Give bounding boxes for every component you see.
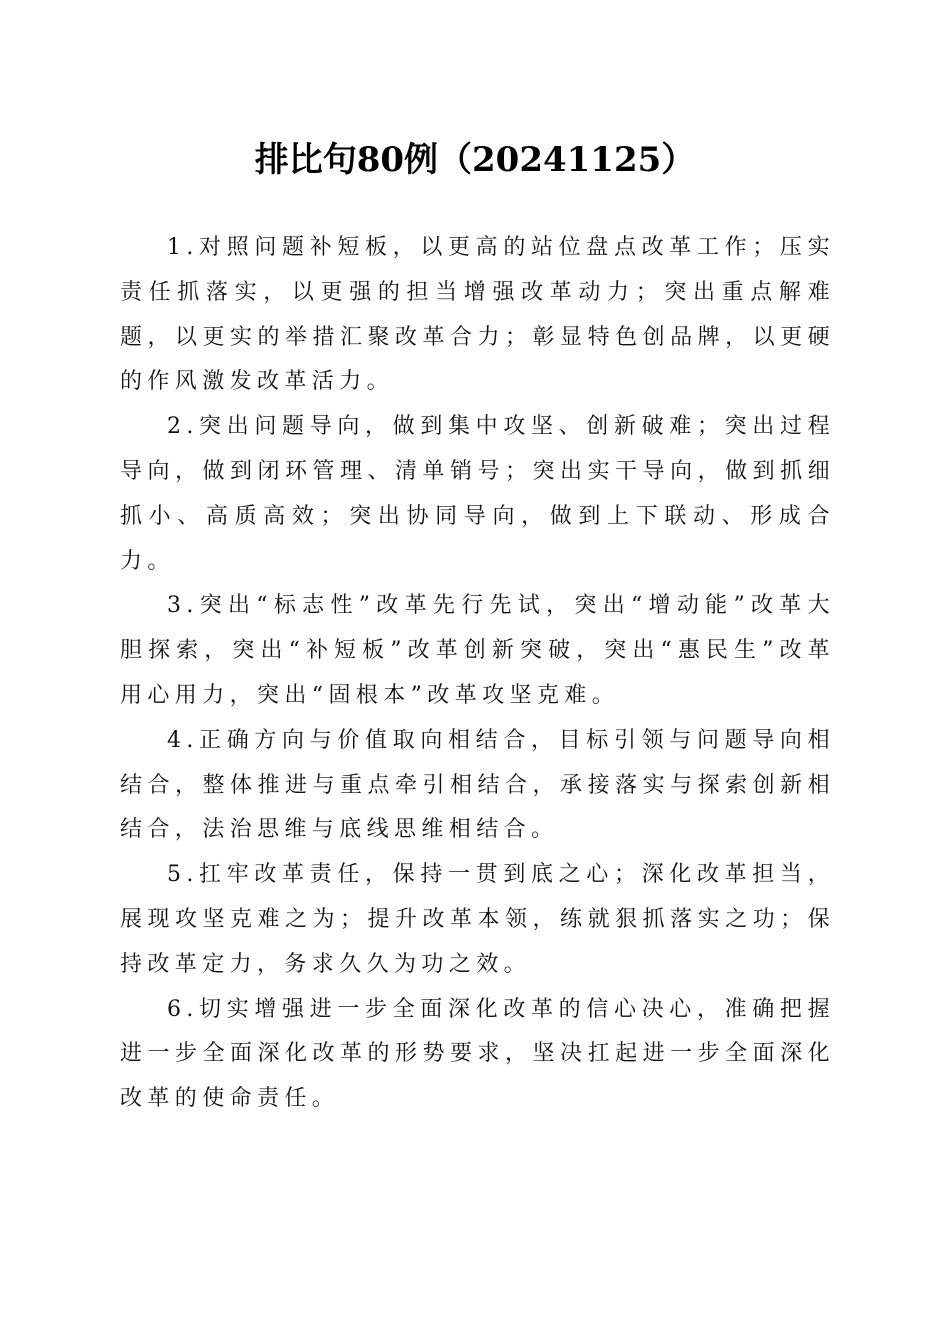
document-body: [120, 226, 835, 1122]
paragraph-5: 5.扛牢改革责任，保持一贯到底之心；深化改革担当，展现攻坚克难之为；提升改革本领，练就狠抓落实之功；保持改革定力，务求久久为功之效。: [120, 862, 835, 977]
paragraph-1: 1.对照问题补短板，以更高的站位盘点改革工作；压实责任抓落实，以更强的担当增强改革动力；突出重点解难题，以更实的举措汇聚改革合力；彰显特色创品牌，以更硬的作风激发改革活力。: [120, 235, 835, 395]
page-title: 排比句80例（20241125）: [254, 140, 696, 180]
paragraph-3: 3.突出“标志性”改革先行先试，突出“增动能”改革大胆探索，突出“补短板”改革创新突破，突出“惠民生”改革用心用力，突出“固根本”改革攻坚克难。: [120, 593, 835, 708]
paragraph-4: 4.正确方向与价值取向相结合，目标引领与问题导向相结合，整体推进与重点牵引相结合，承接落实与探索创新相结合，法治思维与底线思维相结合。: [120, 727, 835, 843]
paragraph-6: 6.切实增强进一步全面深化改革的信心决心，准确把握进一步全面深化改革的形势要求，坚决扛起进一步全面深化改革的使命责任。: [120, 996, 835, 1112]
paragraph-2: 2.突出问题导向，做到集中攻坚、创新破难；突出过程导向，做到闭环管理、清单销号；突出实干导向，做到抓细抓小、高质高效；突出协同导向，做到上下联动、形成合力。: [120, 414, 835, 574]
